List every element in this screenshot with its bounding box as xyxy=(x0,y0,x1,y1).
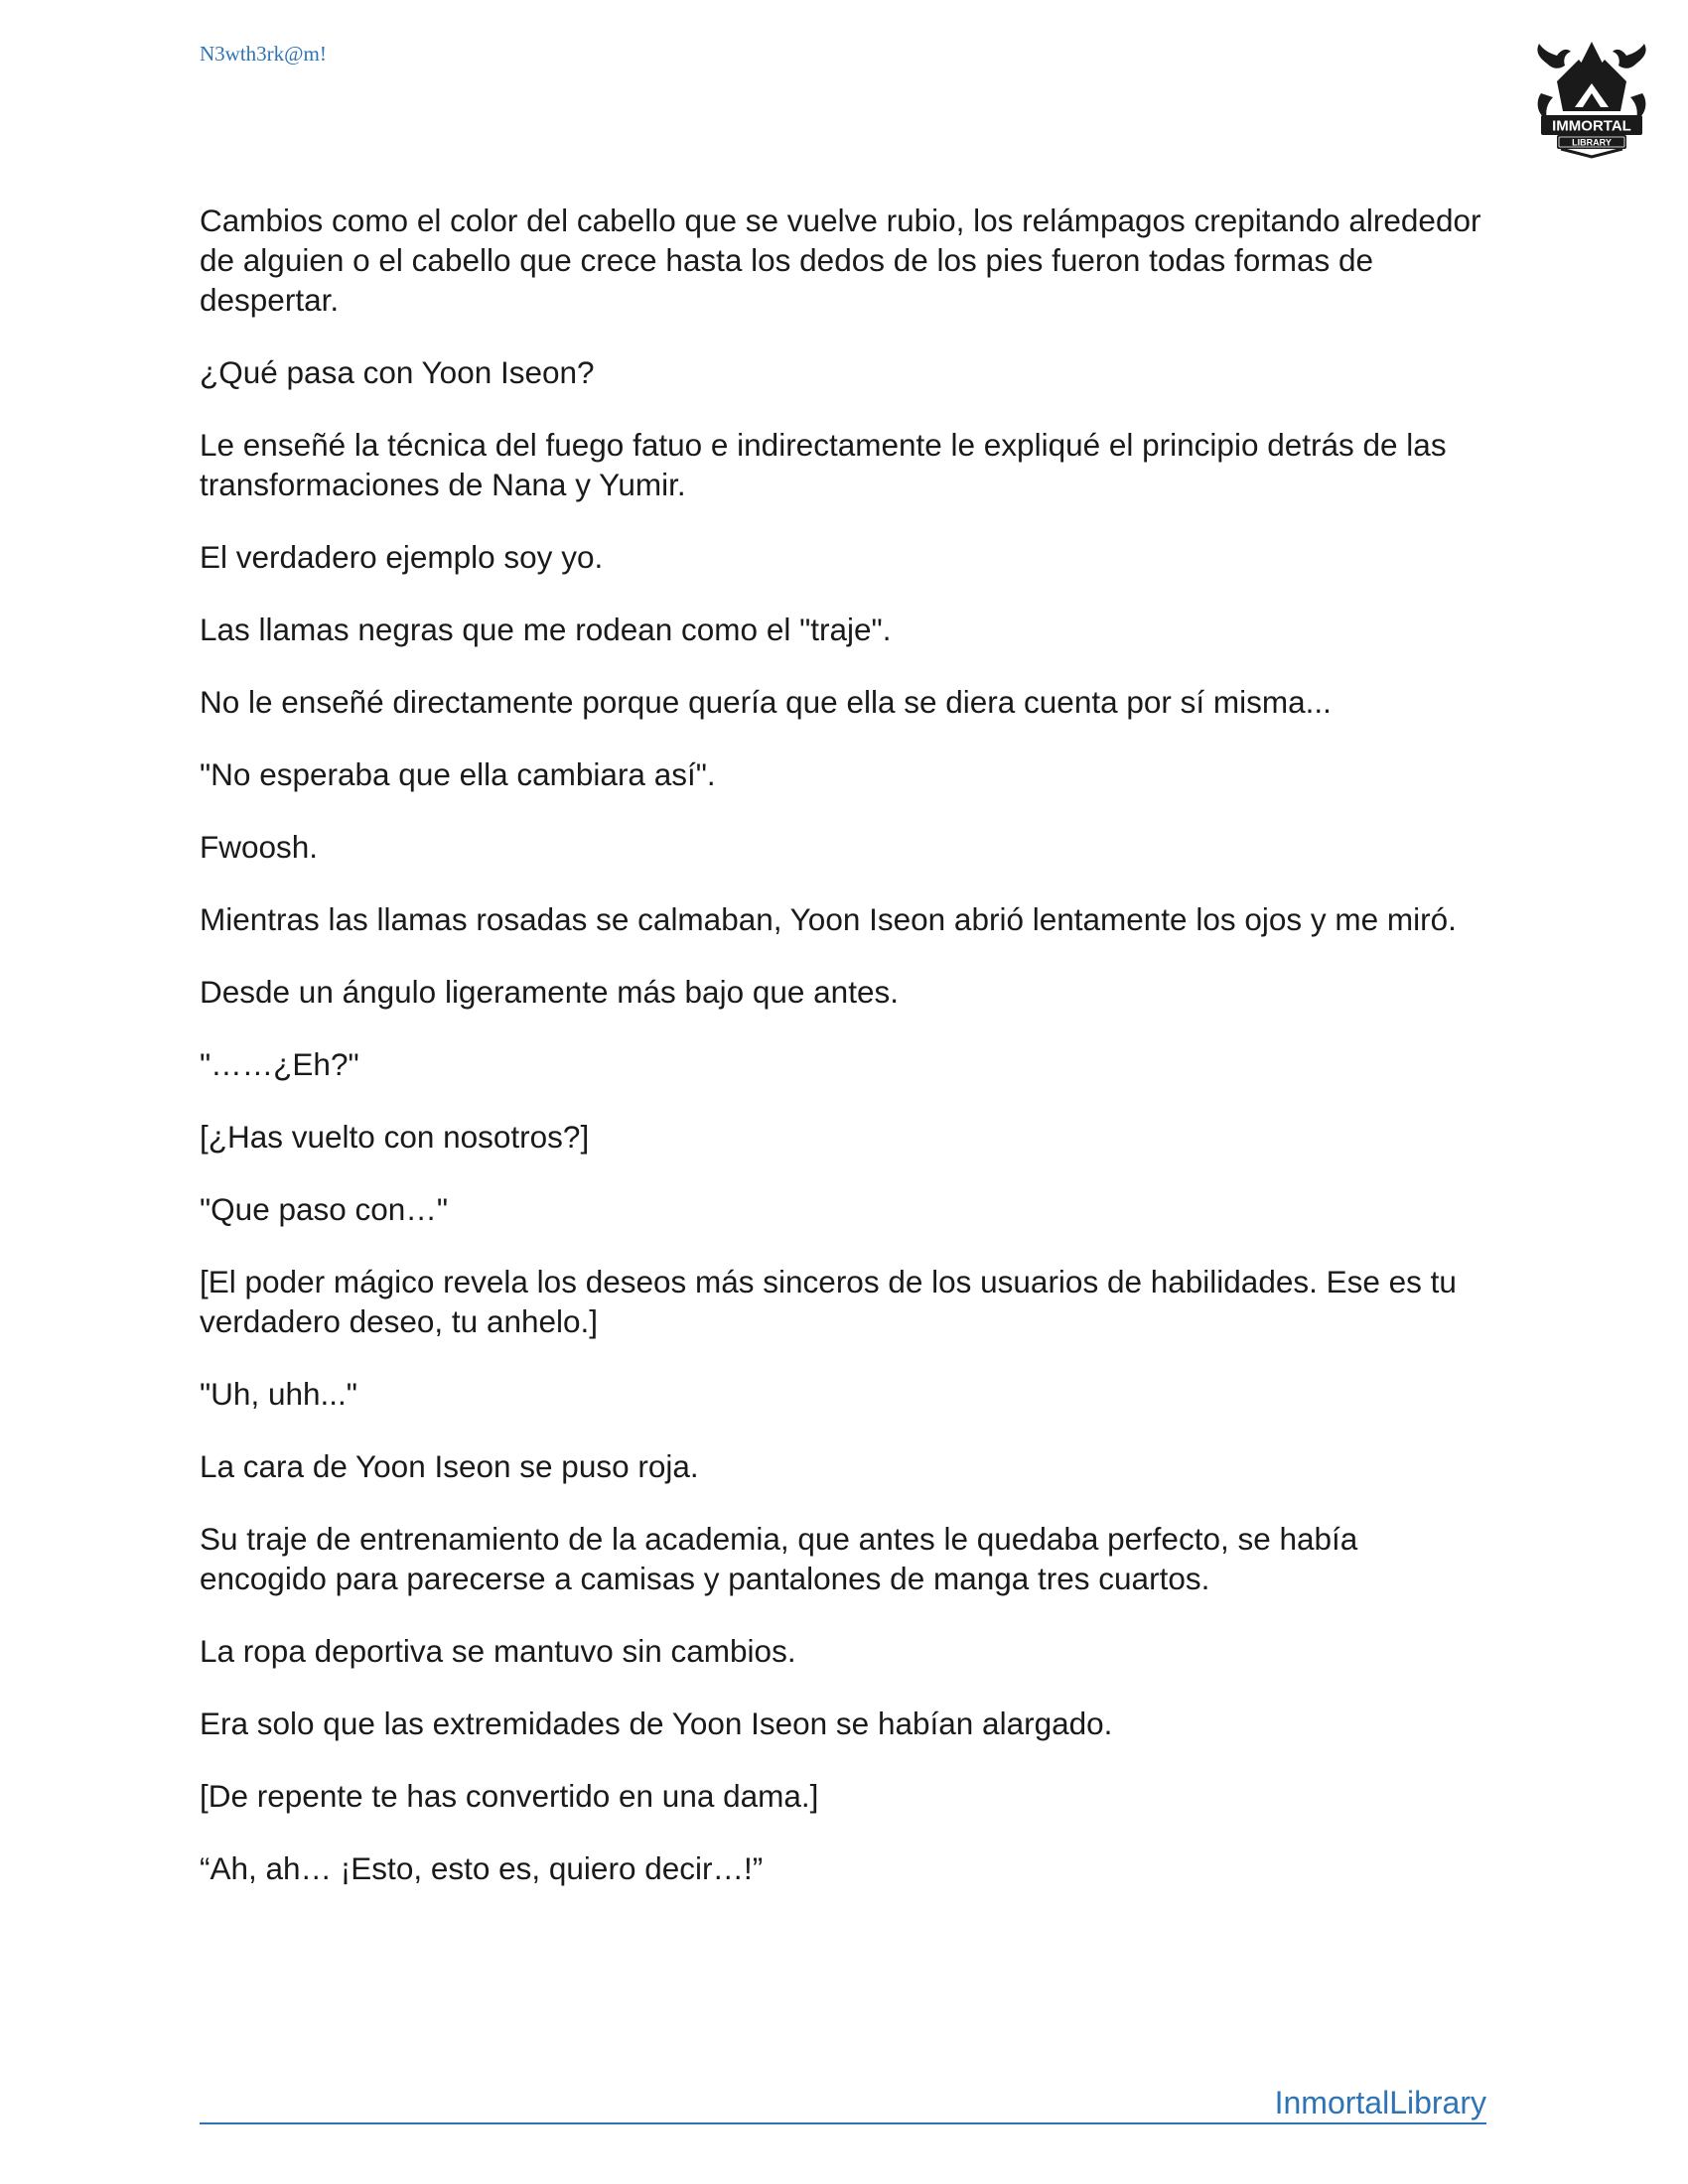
paragraph: “Ah, ah… ¡Esto, esto es, quiero decir…!” xyxy=(200,1850,764,1886)
paragraph: [De repente te has convertido en una dama.] xyxy=(200,1778,819,1814)
paragraph: "Uh, uhh..." xyxy=(200,1376,357,1412)
paragraph: ¿Qué pasa con Yoon Iseon? xyxy=(200,354,595,390)
paragraph: Desde un ángulo ligeramente más bajo que antes. xyxy=(200,974,899,1010)
document-body xyxy=(200,201,1490,1921)
paragraph: Las llamas negras que me rodean como el "traje". xyxy=(200,612,892,647)
paragraph: El verdadero ejemplo soy yo. xyxy=(200,539,604,575)
paragraph: No le enseñé directamente porque quería que ella se diera cuenta por sí misma... xyxy=(200,684,1332,720)
paragraph: Mientras las llamas rosadas se calmaban, Yoon Iseon abrió lentamente los ojos y me miró. xyxy=(200,901,1457,937)
paragraph: Su traje de entrenamiento de la academia, que antes le quedaba perfecto, se había encogido para parecerse a camisas y pantalones de manga tres cuartos. xyxy=(200,1521,1358,1596)
paragraph: "Que paso con…" xyxy=(200,1191,449,1227)
paragraph: La cara de Yoon Iseon se puso roja. xyxy=(200,1448,699,1484)
dragon-crest-icon xyxy=(1517,24,1666,173)
paragraph: [El poder mágico revela los deseos más sinceros de los usuarios de habilidades. Ese es tu verdadero deseo, tu anhelo.] xyxy=(200,1264,1457,1339)
logo-line2: LIBRARY xyxy=(1572,137,1612,148)
paragraph: La ropa deportiva se mantuvo sin cambios. xyxy=(200,1633,796,1669)
immortal-library-logo xyxy=(1517,24,1666,173)
paragraph: "……¿Eh?" xyxy=(200,1046,359,1082)
logo-line1: IMMORTAL xyxy=(1552,117,1631,135)
paragraph: Cambios como el color del cabello que se vuelve rubio, los relámpagos crepitando alrededor de alguien o el cabello que crece hasta los dedos de los pies fueron todas formas de despertar. xyxy=(200,203,1481,318)
footer-link[interactable]: InmortalLibrary xyxy=(1274,2085,1486,2120)
header-watermark: N3wth3rk@m! xyxy=(200,42,327,66)
paragraph: Era solo que las extremidades de Yoon Iseon se habían alargado. xyxy=(200,1706,1113,1741)
paragraph: Fwoosh. xyxy=(200,829,319,865)
paragraph: [¿Has vuelto con nosotros?] xyxy=(200,1119,590,1155)
paragraph: Le enseñé la técnica del fuego fatuo e indirectamente le expliqué el principio detrás de las transformaciones de Nana y Yumir. xyxy=(200,427,1447,502)
paragraph: "No esperaba que ella cambiara así". xyxy=(200,756,716,792)
footer-rule xyxy=(200,2122,1486,2124)
